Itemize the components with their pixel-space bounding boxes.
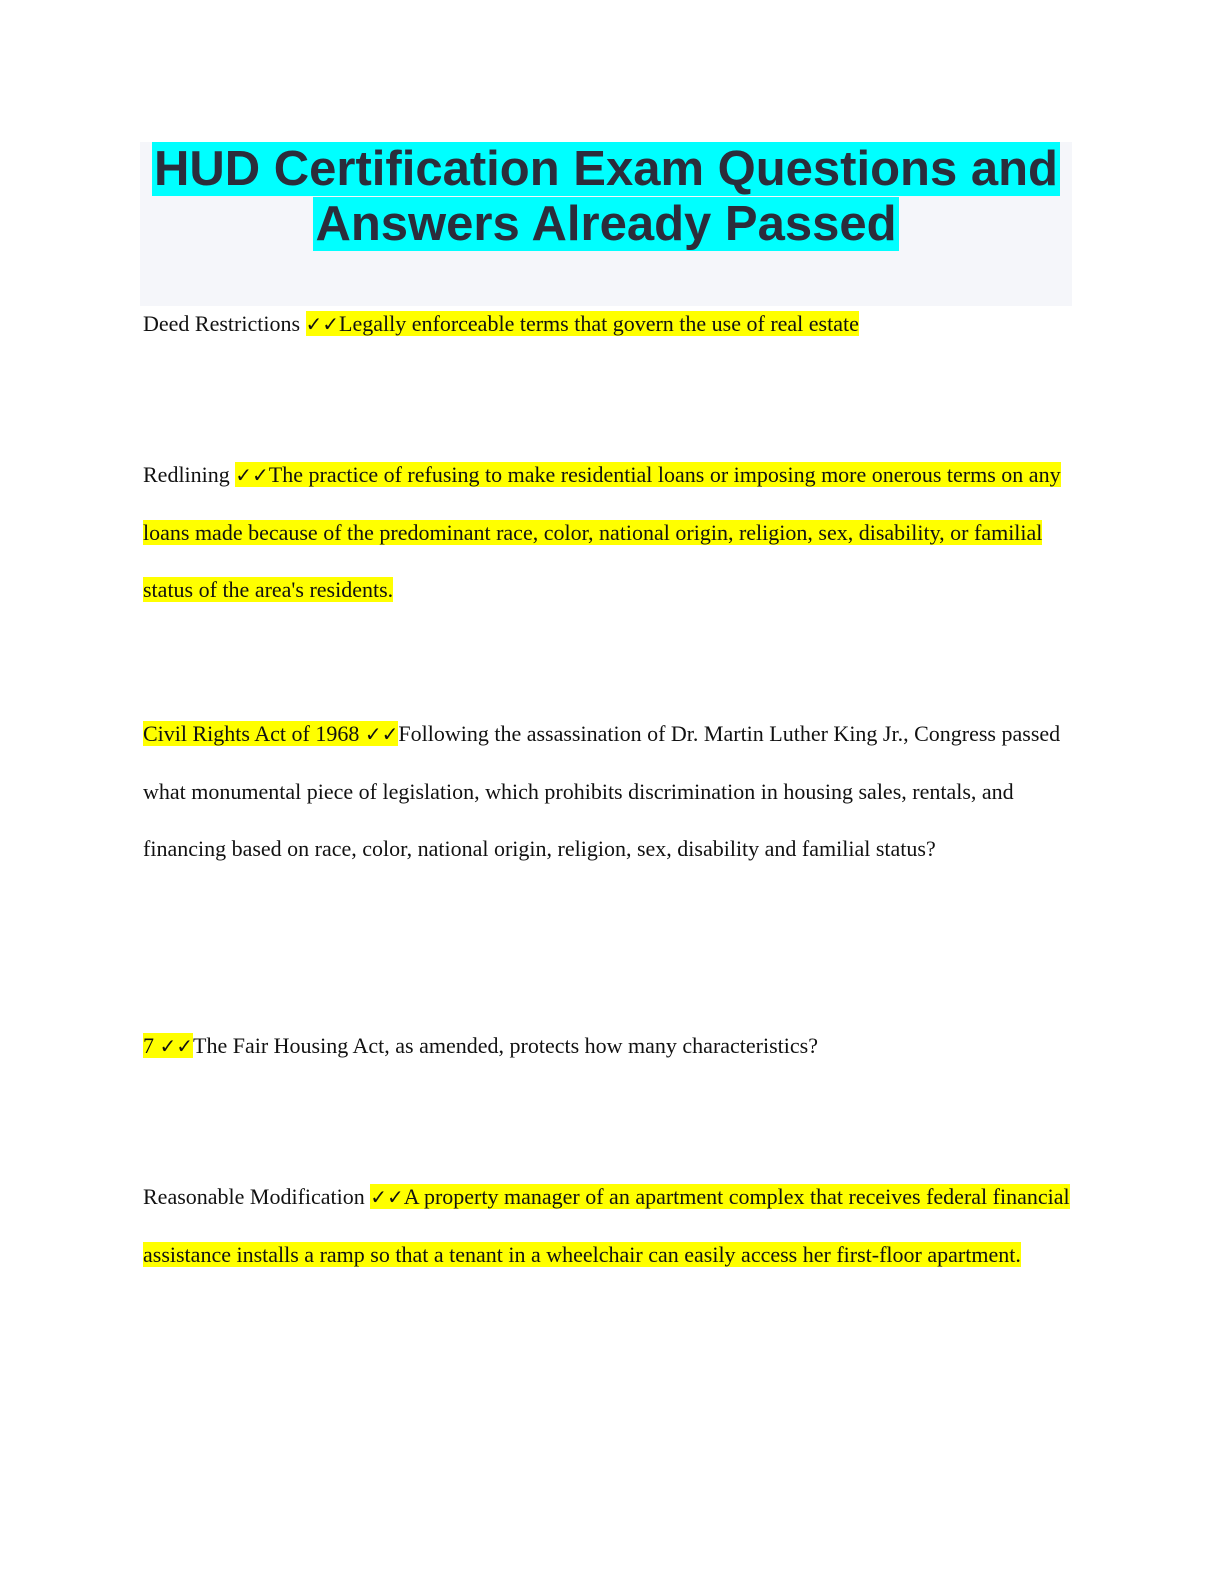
title-block xyxy=(140,142,1072,306)
double-check-icon: ✓✓ xyxy=(370,1185,404,1209)
qa-text: Legally enforceable terms that govern the use of real estate xyxy=(339,311,859,336)
qa-answer-highlight xyxy=(306,311,859,336)
double-check-icon: ✓✓ xyxy=(364,722,399,746)
qa-item-civil-rights-act xyxy=(143,705,1073,877)
double-check-icon: ✓✓ xyxy=(235,463,269,487)
qa-term: Redlining xyxy=(143,462,236,487)
qa-text: Following the assassination of Dr. Martin Luther King Jr., Congress passed what monumental piece of legislation, which prohibits discrimination in housing sales, rentals, and financing based on race, color, national origin, religion, sex, disability and familial status? xyxy=(143,721,1061,861)
qa-term-highlight xyxy=(143,721,398,746)
qa-item-seven xyxy=(143,1031,1073,1061)
double-check-icon: ✓✓ xyxy=(305,312,340,336)
qa-item-deed-restrictions xyxy=(143,309,1073,339)
qa-text: The Fair Housing Act, as amended, protects how many characteristics? xyxy=(193,1033,818,1058)
qa-term-highlight xyxy=(143,1033,193,1058)
qa-text: The practice of refusing to make residential loans or imposing more onerous terms on any loans made because of the predominant race, color, national origin, religion, sex, disability, or familial status of the area's residents. xyxy=(143,462,1061,602)
title-highlight: HUD Certification Exam Questions and Answers Already Passed xyxy=(154,142,1058,251)
qa-answer-highlight xyxy=(143,462,1061,602)
qa-item-reasonable-modification xyxy=(143,1168,1073,1283)
double-check-icon: ✓✓ xyxy=(159,1034,194,1058)
qa-term: Deed Restrictions xyxy=(143,311,306,336)
qa-item-redlining xyxy=(143,446,1073,618)
document-title xyxy=(140,142,1072,252)
qa-term: Reasonable Modification xyxy=(143,1184,371,1209)
qa-term: 7 xyxy=(143,1033,160,1058)
qa-term: Civil Rights Act of 1968 xyxy=(143,721,365,746)
qa-text: A property manager of an apartment complex that receives federal financial assistance installs a ramp so that a tenant in a wheelchair can easily access her first-floor apartment. xyxy=(143,1184,1070,1267)
